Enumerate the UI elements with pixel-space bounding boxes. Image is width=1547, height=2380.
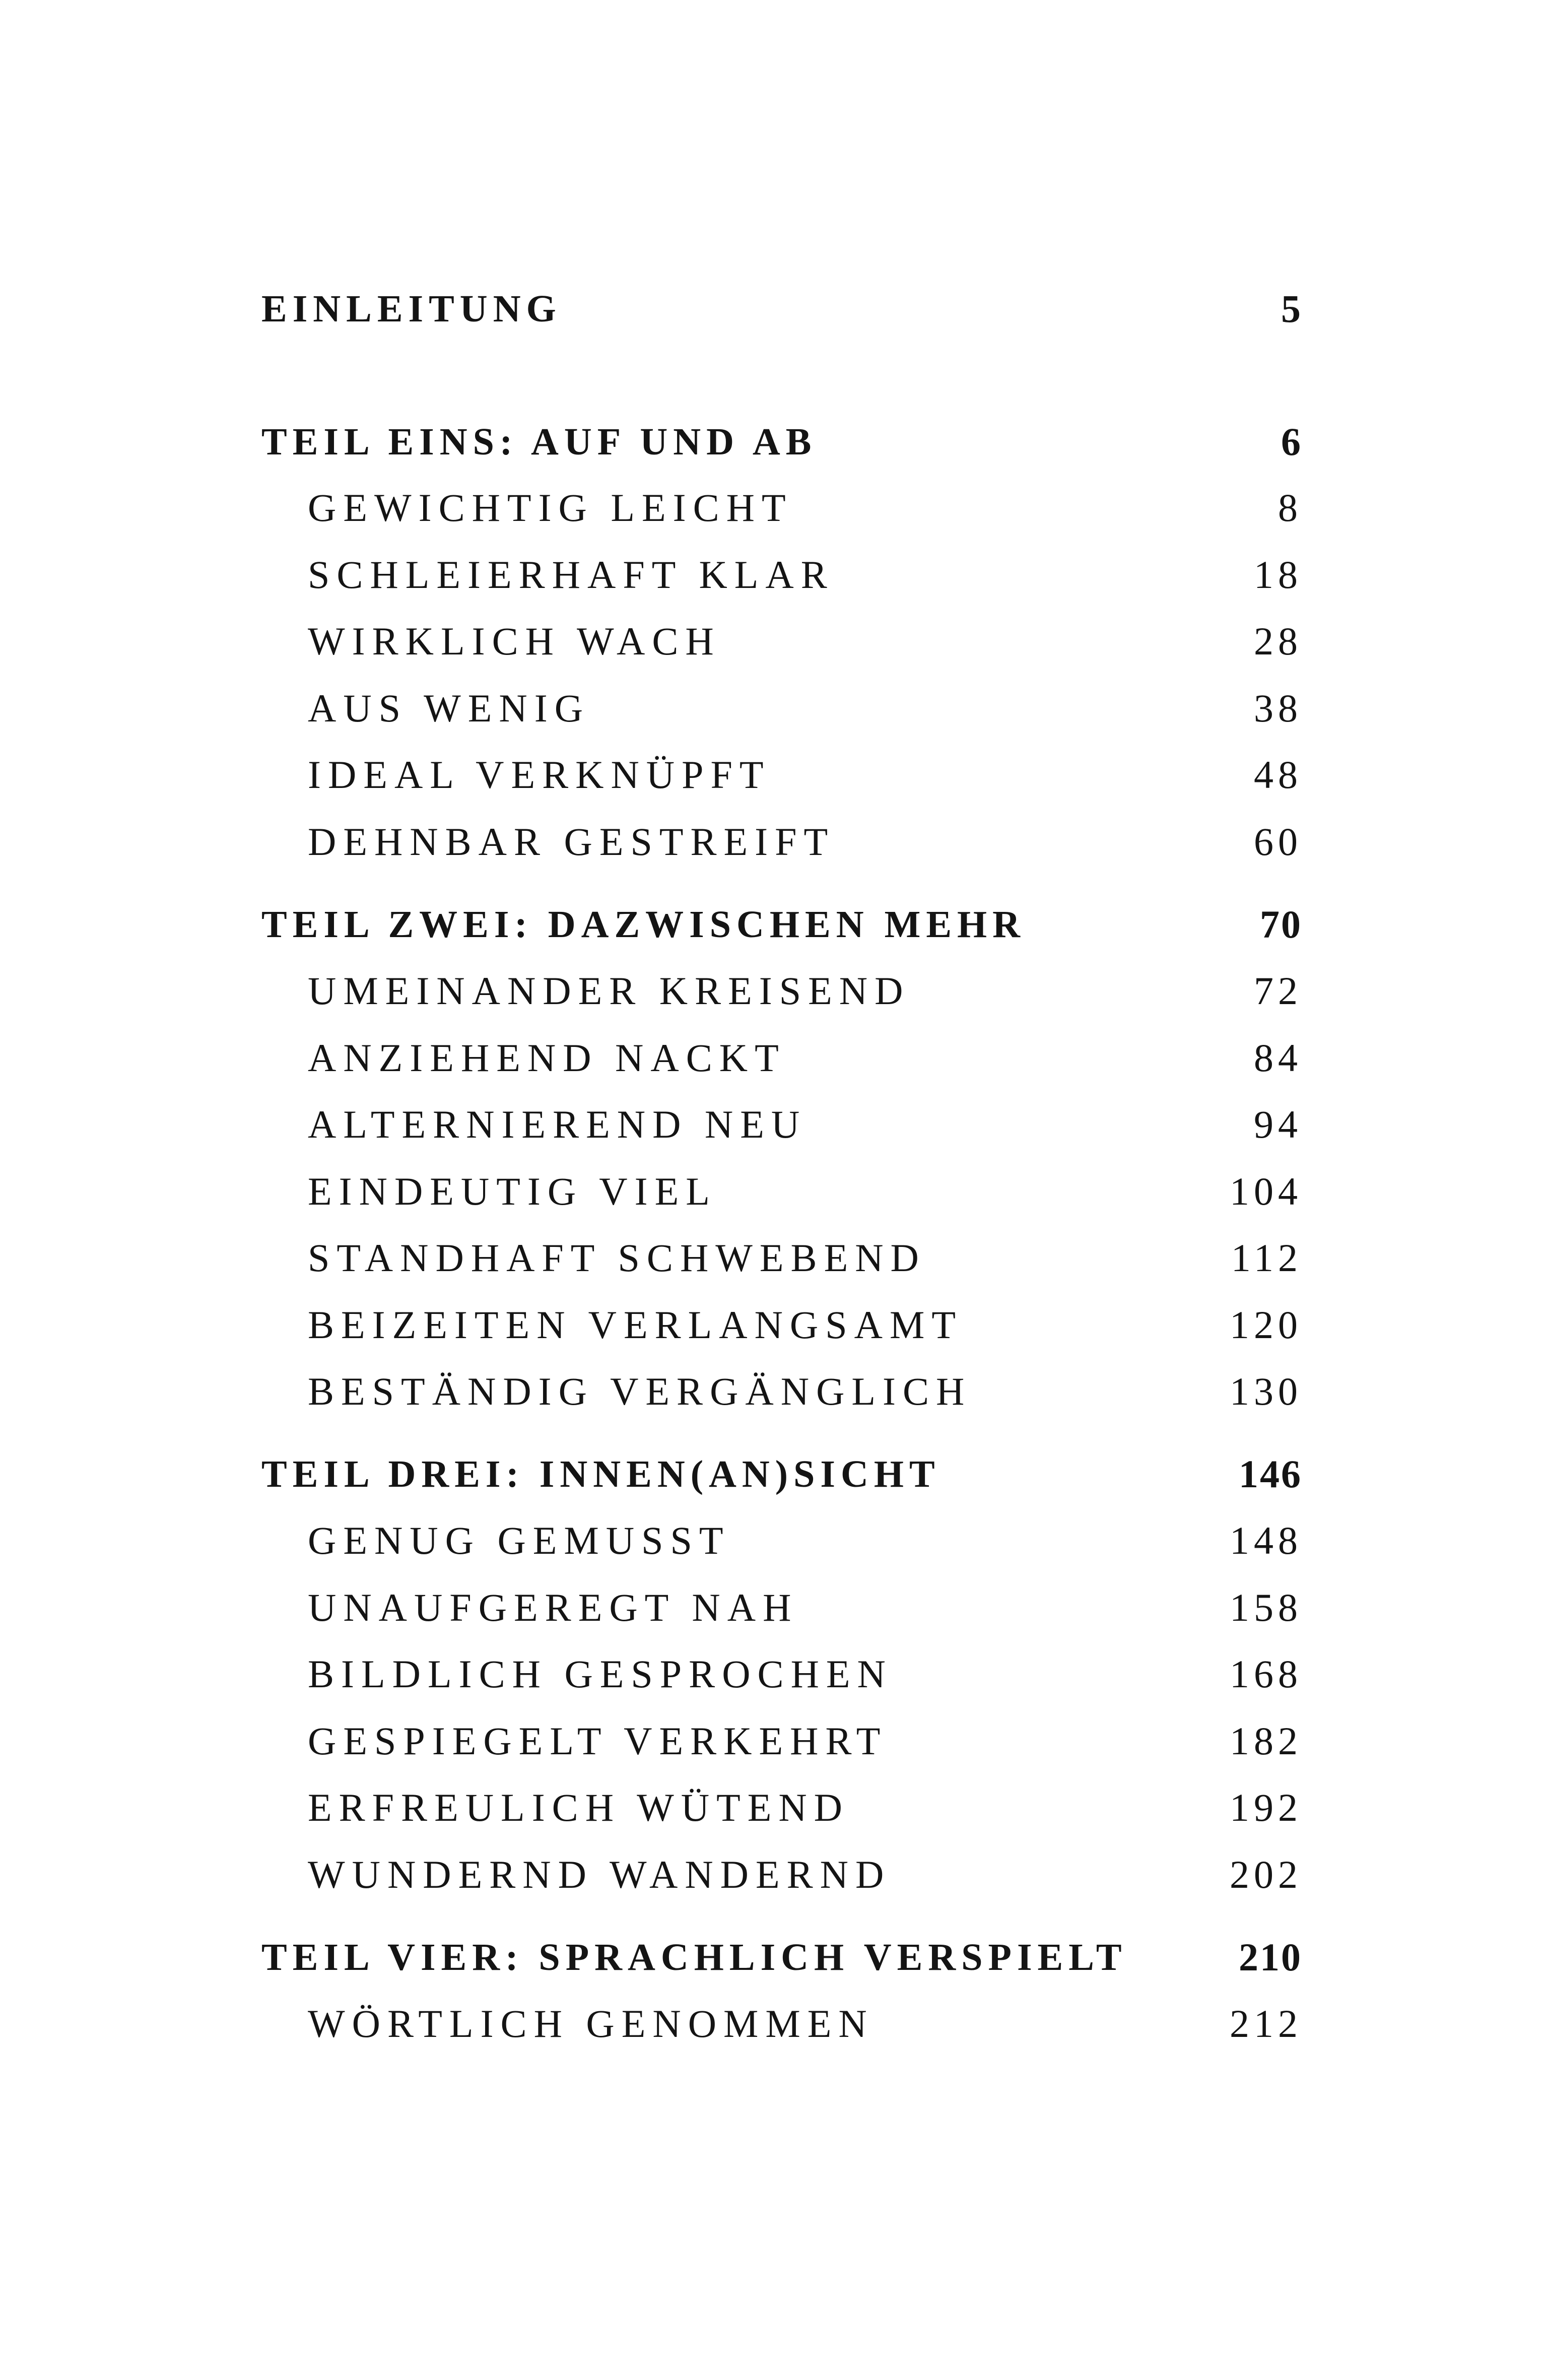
- toc-chapter-entry: [261, 611, 1302, 672]
- toc-chapter-entry: [261, 678, 1302, 739]
- toc-chapter-title: EINDEUTIG VIEL: [308, 1169, 717, 1213]
- toc-chapter-title: IDEAL VERKNÜPFT: [308, 753, 771, 797]
- toc-chapter-title: ANZIEHEND NACKT: [308, 1036, 786, 1080]
- toc-chapter-page-number: 120: [1230, 1303, 1302, 1347]
- toc-chapter-title: SCHLEIERHAFT KLAR: [308, 553, 834, 597]
- toc-chapter-entry: [261, 1361, 1302, 1422]
- toc-part-title: TEIL VIER: SPRACHLICH VERSPIELT: [261, 1936, 1127, 1978]
- toc-chapter-title: ERFREULICH WÜTEND: [308, 1786, 850, 1829]
- toc-chapter-title: STANDHAFT SCHWEBEND: [308, 1236, 926, 1280]
- toc-chapter-page-number: 158: [1230, 1585, 1302, 1629]
- toc-part-page-number: 146: [1239, 1452, 1302, 1496]
- toc-chapter-page-number: 202: [1230, 1853, 1302, 1896]
- toc-part-title: TEIL DREI: INNEN(AN)SICHT: [261, 1453, 940, 1495]
- toc-chapter-title: ALTERNIEREND NEU: [308, 1102, 807, 1146]
- toc-chapter-page-number: 212: [1230, 2002, 1302, 2045]
- toc-chapter-entry: [261, 812, 1302, 872]
- toc-chapter-entry: [261, 1028, 1302, 1088]
- toc-chapter-page-number: 182: [1230, 1719, 1302, 1763]
- toc-chapter-entry: [261, 1161, 1302, 1222]
- toc-chapter-page-number: 48: [1254, 753, 1302, 797]
- toc-chapter-page-number: 60: [1254, 820, 1302, 864]
- toc-chapter-entry: [261, 745, 1302, 805]
- toc-part-heading: [261, 1927, 1302, 1988]
- toc-chapter-title: WIRKLICH WACH: [308, 619, 721, 663]
- toc-entry-page-number: 5: [1281, 287, 1302, 330]
- toc-chapter-page-number: 112: [1231, 1236, 1302, 1280]
- toc-chapter-page-number: 84: [1254, 1036, 1302, 1080]
- toc-chapter-page-number: 104: [1230, 1169, 1302, 1213]
- toc-chapter-page-number: 18: [1254, 553, 1302, 597]
- toc-chapter-entry: [261, 1577, 1302, 1638]
- toc-chapter-entry: [261, 1711, 1302, 1771]
- toc-chapter-entry: [261, 961, 1302, 1021]
- toc-chapter-title: UMEINANDER KREISEND: [308, 969, 910, 1013]
- toc-part-title: TEIL EINS: AUF UND AB: [261, 421, 817, 463]
- toc-chapter-title: WÖRTLICH GENOMMEN: [308, 2002, 874, 2045]
- toc-chapter-entry: [261, 1994, 1302, 2054]
- toc-chapter-title: UNAUFGEREGT NAH: [308, 1585, 798, 1629]
- toc-chapter-page-number: 72: [1254, 969, 1302, 1013]
- toc-chapter-entry: [261, 1228, 1302, 1288]
- toc-chapter-entry: [261, 478, 1302, 538]
- toc-chapter-entry: [261, 1644, 1302, 1704]
- toc-chapter-page-number: 8: [1278, 486, 1302, 530]
- toc-chapter-entry: [261, 1777, 1302, 1838]
- toc-chapter-entry: [261, 1510, 1302, 1571]
- toc-part-heading: [261, 1444, 1302, 1504]
- toc-part-title: TEIL ZWEI: DAZWISCHEN MEHR: [261, 903, 1026, 946]
- toc-chapter-page-number: 148: [1230, 1518, 1302, 1562]
- toc-chapter-title: GEWICHTIG LEICHT: [308, 486, 793, 530]
- toc-chapter-title: GENUG GEMUSST: [308, 1518, 730, 1562]
- toc-chapter-entry: [261, 1844, 1302, 1905]
- toc-chapter-title: BILDLICH GESPROCHEN: [308, 1652, 893, 1696]
- toc-chapter-entry: [261, 1094, 1302, 1155]
- toc-part-heading: [261, 412, 1302, 472]
- toc-chapter-title: GESPIEGELT VERKEHRT: [308, 1719, 888, 1763]
- toc-chapter-page-number: 38: [1254, 686, 1302, 730]
- toc-chapter-page-number: 130: [1230, 1369, 1302, 1413]
- toc-chapter-page-number: 28: [1254, 619, 1302, 663]
- toc-chapter-page-number: 168: [1230, 1652, 1302, 1696]
- toc-chapter-page-number: 94: [1254, 1102, 1302, 1146]
- toc-chapter-title: WUNDERND WANDERND: [308, 1853, 891, 1896]
- toc-entry-einleitung: [261, 279, 1302, 339]
- toc-chapter-entry: [261, 545, 1302, 605]
- toc-part-page-number: 210: [1239, 1935, 1302, 1979]
- toc-chapter-entry: [261, 1295, 1302, 1355]
- toc-chapter-title: DEHNBAR GESTREIFT: [308, 820, 835, 864]
- toc-entry-title: EINLEITUNG: [261, 288, 562, 330]
- toc-chapter-page-number: 192: [1230, 1786, 1302, 1829]
- toc-part-page-number: 70: [1260, 902, 1302, 946]
- toc-part-heading: [261, 894, 1302, 955]
- toc-chapter-title: BEIZEITEN VERLANGSAMT: [308, 1303, 963, 1347]
- toc-chapter-title: AUS WENIG: [308, 686, 590, 730]
- toc-part-page-number: 6: [1281, 420, 1302, 464]
- toc-chapter-title: BESTÄNDIG VERGÄNGLICH: [308, 1369, 972, 1413]
